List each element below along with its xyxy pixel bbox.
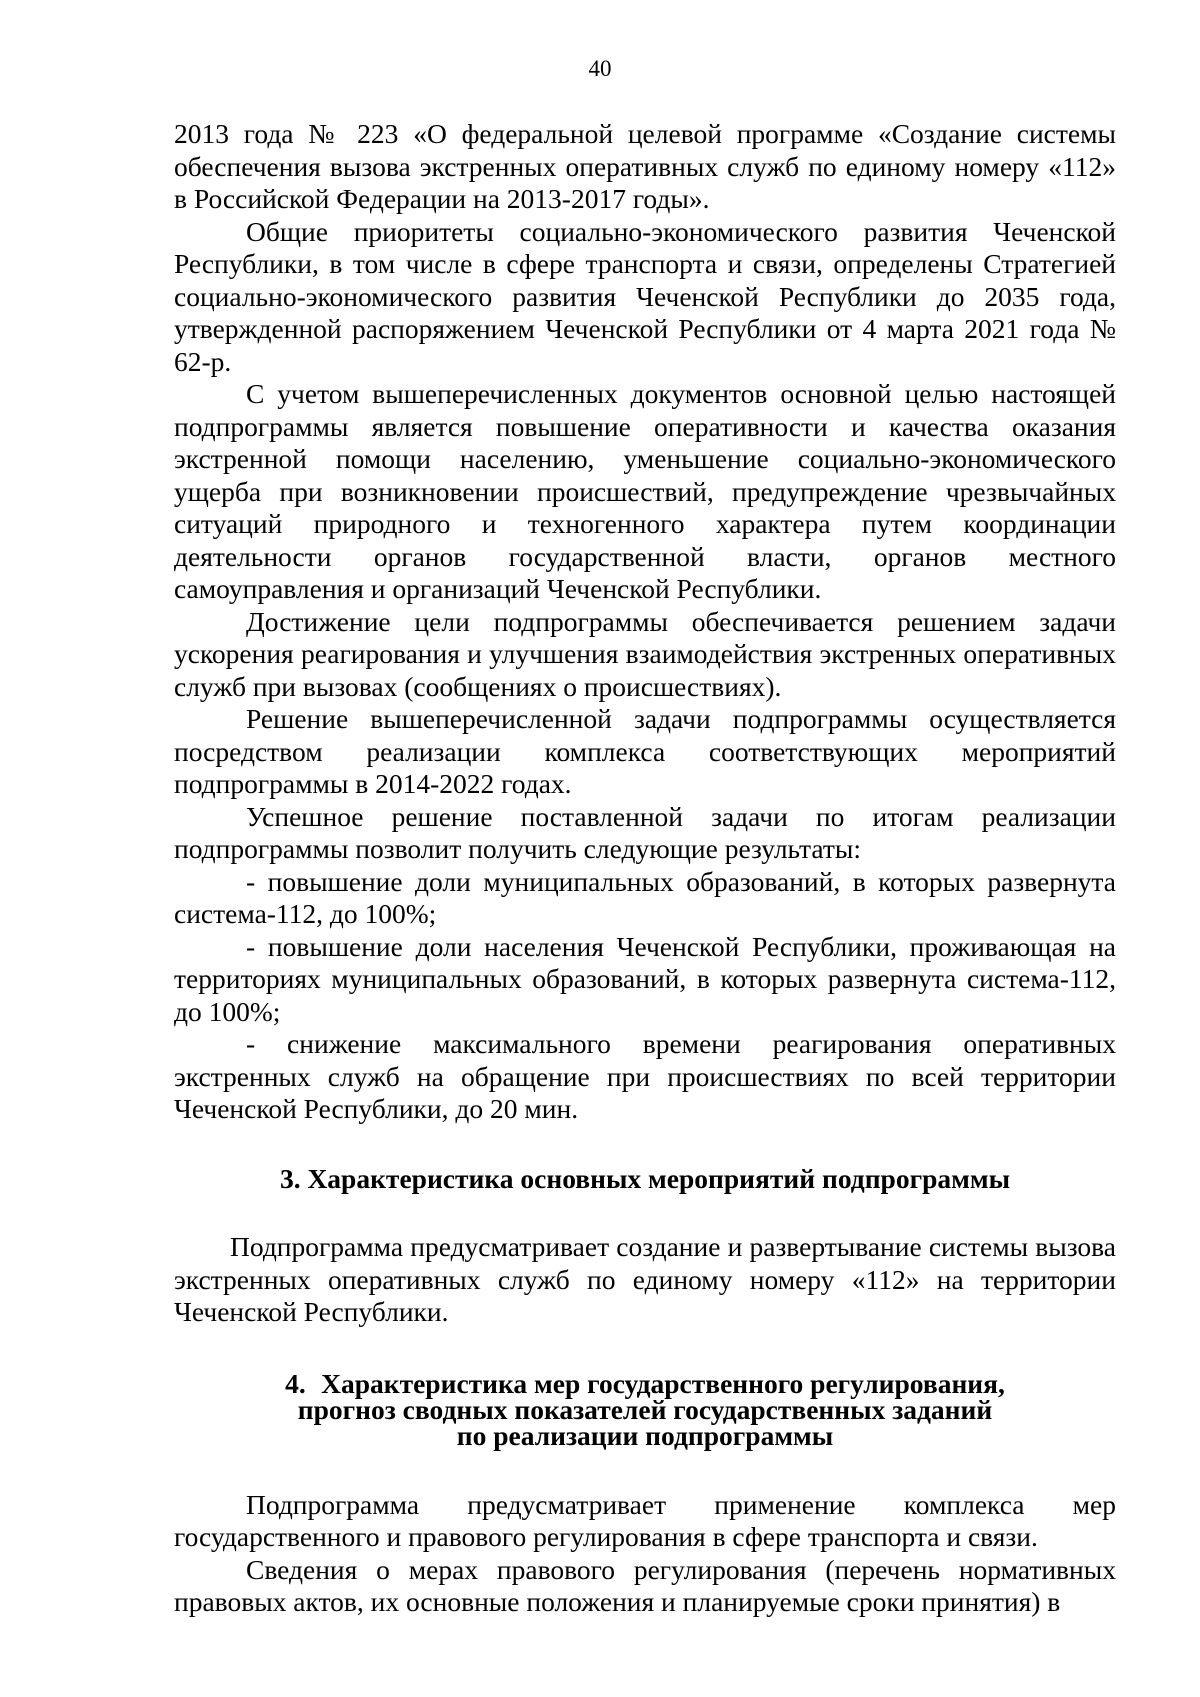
paragraph-results-intro: Успешное решение поставленной задачи по итогам реализации подпрограммы позволит получить следующие результаты: <box>174 800 1116 864</box>
section-4-heading-line-3: по реализации подпрограммы <box>456 1419 834 1451</box>
paragraph-solution: Решение вышеперечисленной задачи подпрограммы осуществляется посредством реализации комплекса соответствующих мероприятий подпрограммы в 2014-2022 годах. <box>174 703 1116 799</box>
section-4-paragraph-1: Подпрограмма предусматривает применение комплекса мер государственного и правового регулирования в сфере транспорта и связи. <box>174 1488 1116 1552</box>
section-4-heading-line-2: прогноз сводных показателей государственных заданий <box>297 1393 993 1425</box>
page-number: 40 <box>588 56 612 81</box>
list-item-result-3: - снижение максимального времени реагирования оперативных экстренных служб на обращение при происшествиях по всей территории Чеченской Республики, до 20 мин. <box>174 1028 1116 1124</box>
section-4-number: 4. <box>285 1367 306 1399</box>
paragraph-achievement: Достижение цели подпрограммы обеспечивается решением задачи ускорения реагирования и улучшения взаимодействия экстренных оперативных служб при вызовах (сообщениях о происшествиях). <box>174 605 1116 702</box>
list-item-result-2: - повышение доли населения Чеченской Республики, проживающая на территориях муниципальных образований, в которых развернута система-112, до 100%; <box>174 930 1116 1027</box>
document-body <box>174 118 1116 1619</box>
list-item-result-1: - повышение доли муниципальных образований, в которых развернута система-112, до 100%; <box>174 865 1116 929</box>
paragraph-continuation: 2013 года № 223 «О федеральной целевой программе «Создание системы обеспечения вызова экстренных оперативных служб по единому номеру «112» в Российской Федерации на 2013-2017 годы». <box>174 118 1116 214</box>
section-3-paragraph: Подпрограмма предусматривает создание и развертывание системы вызова экстренных оперативных служб по единому номеру «112» на территории Чеченской Республики. <box>174 1231 1116 1327</box>
paragraph-priorities: Общие приоритеты социально-экономического развития Чеченской Республики, в том числе в сфере транспорта и связи, определены Стратегией социально-экономического развития Чеченской Республики до 2035 года, утвержденной распоряжением Чеченской Республики от 4 марта 2021 года № 62-р. <box>174 215 1116 377</box>
section-4-heading-line-1 <box>174 1367 1116 1399</box>
section-4-paragraph-2: Сведения о мерах правового регулирования (перечень нормативных правовых актов, их основные положения и планируемые сроки принятия) в <box>174 1553 1116 1617</box>
paragraph-goal: С учетом вышеперечисленных документов основной целью настоящей подпрограммы является повышение оперативности и качества оказания экстренной помощи населению, уменьшение социально-экономического ущерба при возникновении происшествий, предупреждение чрезвычайных ситуаций природного и техногенного характера путем координации деятельности органов государственной власти, органов местного самоуправления и организаций Чеченской Республики. <box>174 378 1116 604</box>
section-4-heading <box>174 1367 1116 1451</box>
section-4-heading-text-1: Характеристика мер государственного регулирования, <box>321 1367 1005 1399</box>
section-3-heading: 3. Характеристика основных мероприятий подпрограммы <box>279 1162 1011 1194</box>
